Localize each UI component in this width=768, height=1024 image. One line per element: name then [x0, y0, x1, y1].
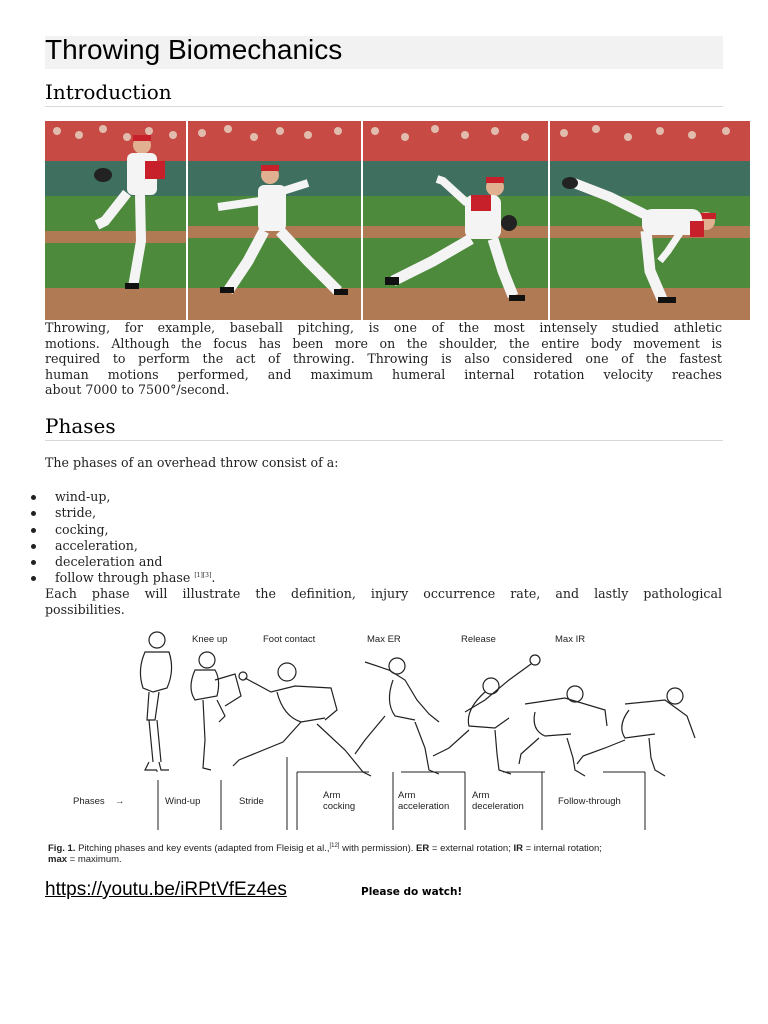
phase-item-label: deceleration and	[55, 554, 163, 570]
phases-list	[28, 489, 215, 587]
list-item	[28, 489, 215, 505]
bullet-icon	[31, 560, 36, 565]
pitcher-release-photo	[363, 121, 548, 320]
bullet-icon	[31, 495, 36, 500]
event-label: Max ER	[367, 634, 401, 645]
paragraph-line: motions. Although the focus has been more on the shoulder, the entire body movement is	[45, 335, 722, 351]
list-item	[28, 505, 215, 521]
phase-name: deceleration	[472, 801, 524, 812]
bullet-icon	[31, 528, 36, 533]
introduction-heading: Introduction	[45, 80, 172, 104]
phases-axis-label: Phases	[73, 796, 105, 807]
phase-name: Arm	[323, 790, 341, 801]
caption-text: with permission).	[339, 843, 417, 854]
phase-item-suffix: .	[211, 570, 216, 586]
pitcher-follow-through-photo	[550, 121, 750, 320]
phase-name: Arm	[398, 790, 416, 801]
page-title: Throwing Biomechanics	[45, 34, 343, 65]
phase-name: Arm	[472, 790, 490, 801]
bullet-icon	[31, 576, 36, 581]
paragraph-line: human motions performed, and maximum humeral internal rotation velocity reaches	[45, 366, 722, 382]
paragraph-line: required to perform the act of throwing. Throwing is also considered one of the fastest	[45, 351, 722, 366]
caption-abbrev: IR	[513, 843, 523, 854]
figure-caption	[48, 843, 728, 865]
list-item	[28, 538, 215, 554]
introduction-rule	[45, 106, 723, 107]
phase-item-label: wind-up,	[55, 489, 111, 504]
caption-text: = internal rotation;	[522, 843, 602, 854]
phase-name: Follow-through	[558, 796, 621, 807]
caption-text: Pitching phases and key events (adapted from Fleisig et al.,	[78, 843, 330, 854]
list-item	[28, 522, 215, 538]
phase-name: acceleration	[398, 801, 450, 812]
phases-intro: The phases of an overhead throw consist of a:	[45, 455, 339, 470]
caption-abbrev: max	[48, 854, 68, 865]
event-label: Knee up	[192, 634, 228, 645]
paragraph-line: about 7000 to 7500°/second.	[45, 382, 230, 397]
watch-note: Please do watch!	[361, 886, 463, 898]
pitcher-stride-photo	[188, 121, 361, 320]
phase-item-label: acceleration,	[55, 537, 138, 553]
paragraph-line: Throwing, for example, baseball pitching, is one of the most intensely studied athletic	[45, 320, 722, 335]
phase-item-label: follow through phase	[55, 570, 191, 586]
list-item	[28, 570, 215, 586]
phase-item-label: stride,	[55, 505, 97, 521]
pitching-photo-strip	[45, 121, 750, 320]
phase-name: cocking	[323, 801, 356, 812]
pitching-phases-figure	[45, 630, 723, 865]
bullet-icon	[31, 511, 36, 516]
pitcher-windup-photo	[45, 121, 186, 320]
caption-text: = external rotation;	[429, 843, 514, 854]
arrow-icon: →	[115, 796, 125, 807]
phases-heading: Phases	[45, 414, 116, 438]
caption-text: = maximum.	[67, 854, 122, 865]
event-label: Release	[461, 634, 496, 645]
phases-rule	[45, 440, 723, 441]
paragraph-line: possibilities.	[45, 601, 125, 617]
figure-label: Fig. 1.	[48, 843, 76, 854]
bullet-icon	[31, 544, 36, 549]
phases-closing-paragraph	[45, 586, 722, 617]
event-label: Foot contact	[263, 634, 316, 645]
youtube-link[interactable]: https://youtu.be/iRPtVfEz4es	[45, 879, 287, 900]
phase-item-label: cocking,	[55, 521, 109, 537]
phase-name: Wind-up	[165, 796, 201, 807]
caption-abbrev: ER	[416, 843, 430, 854]
reference-marker[interactable]: [1][3]	[194, 572, 212, 580]
phase-name: Stride	[239, 796, 264, 807]
introduction-paragraph	[45, 320, 722, 398]
event-label: Max IR	[555, 634, 586, 645]
caption-reference: [12]	[329, 843, 340, 849]
paragraph-line: Each phase will illustrate the definition, injury occurrence rate, and lastly pathological	[45, 586, 722, 601]
list-item	[28, 554, 215, 570]
